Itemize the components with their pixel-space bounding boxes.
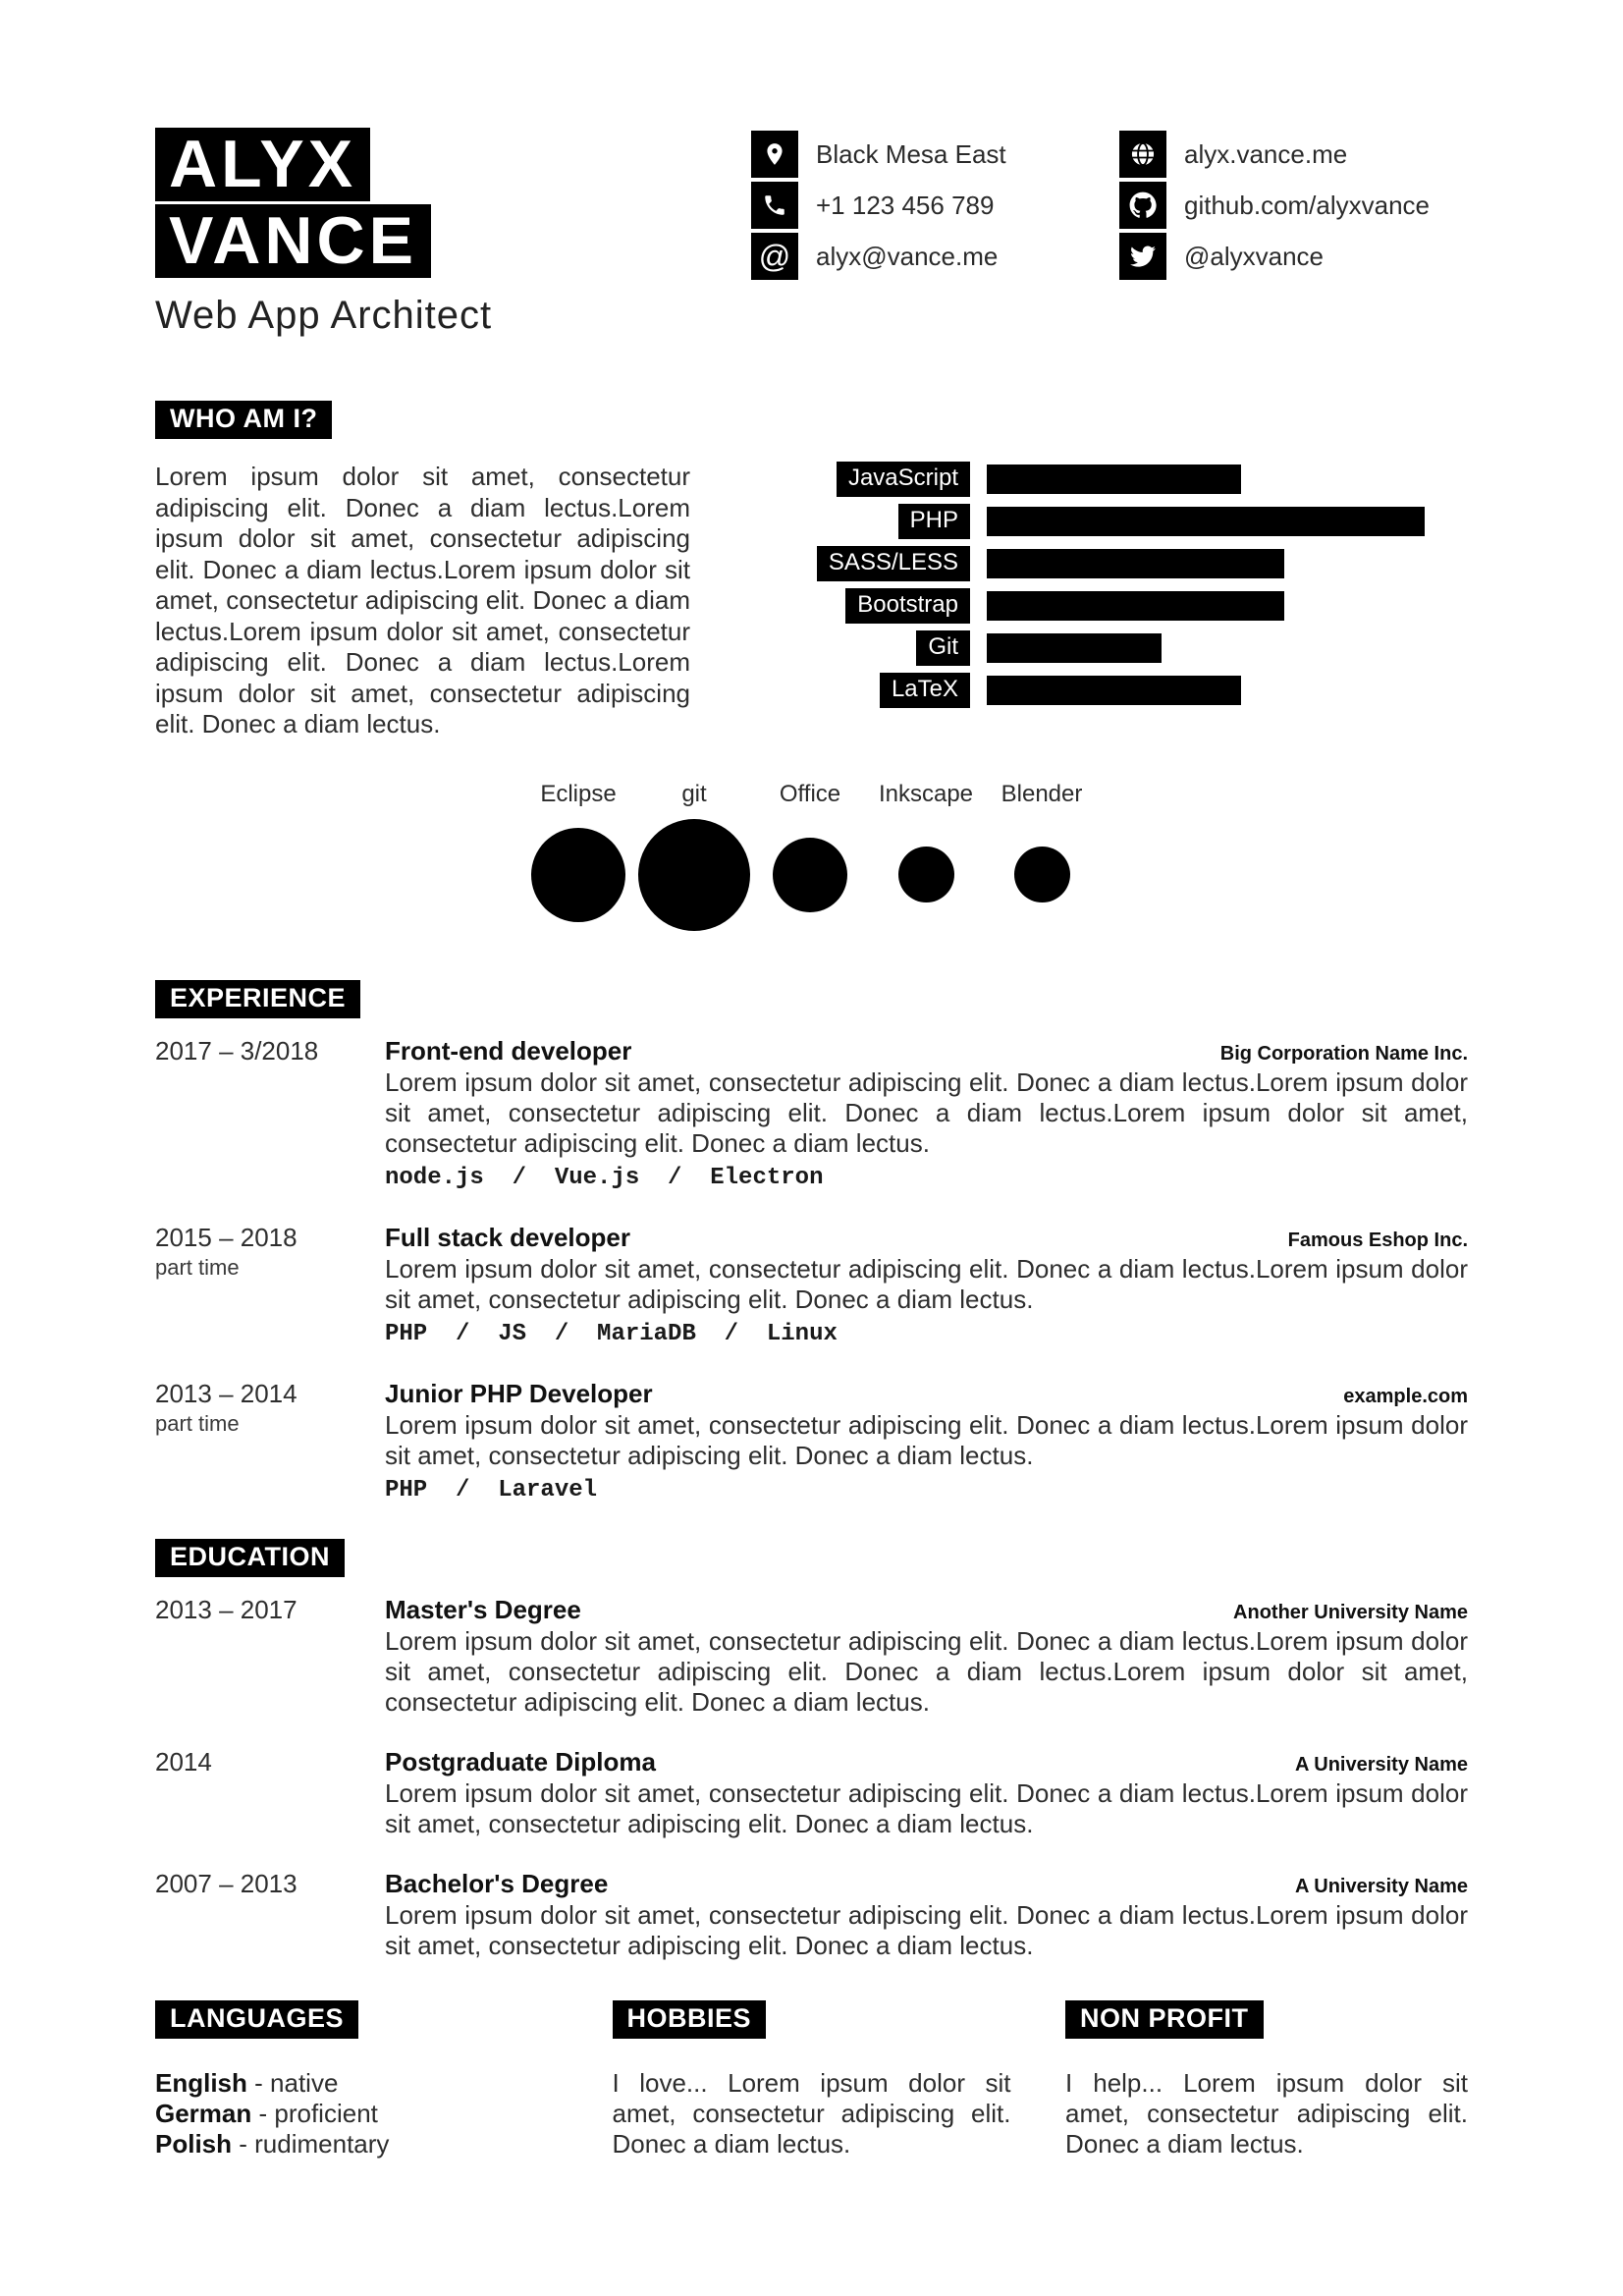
entry-body: Lorem ipsum dolor sit amet, consectetur adipiscing elit. Donec a diam lectus.Lorem ipsum dolor sit amet, consectetur adipiscing elit. Donec a diam lectus.Lorem ipsum dolor sit amet, consectetur adipiscing elit. Donec a diam lectus. — [385, 1066, 1468, 1158]
entry-company: Famous Eshop Inc. — [1287, 1229, 1468, 1251]
tool-bubble-label: git — [681, 780, 707, 807]
last-name-block: VANCE — [155, 204, 431, 278]
location-pin-icon — [751, 131, 798, 178]
contact-location: Black Mesa East — [816, 138, 1006, 169]
header — [155, 128, 1468, 338]
section-hobbies — [613, 2000, 1011, 2159]
experience-entry — [155, 1036, 1468, 1191]
first-name-block: ALYX — [155, 128, 370, 201]
tool-bubble-circle — [773, 838, 847, 912]
contact-row-twitter — [1119, 233, 1468, 280]
entry-body: Lorem ipsum dolor sit amet, consectetur adipiscing elit. Donec a diam lectus.Lorem ipsum dolor sit amet, consectetur adipiscing elit. Donec a diam lectus. — [385, 1899, 1468, 1960]
tool-bubble-label: Office — [779, 780, 841, 807]
experience-entries — [155, 1036, 1468, 1503]
who-am-i-content — [155, 462, 1468, 740]
entry-tech-stack: node.js / Vue.js / Electron — [385, 1164, 824, 1191]
language-item — [155, 2068, 558, 2099]
entry-tech-stack: PHP / JS / MariaDB / Linux — [385, 1320, 838, 1347]
contact-github[interactable]: github.com/alyxvance — [1184, 190, 1431, 220]
entry-title: Bachelor's Degree — [385, 1868, 609, 1898]
hobbies-label: HOBBIES — [613, 2000, 767, 2039]
skill-bar-track — [987, 507, 1425, 536]
language-name: Polish — [155, 2128, 233, 2159]
education-entry — [155, 1595, 1468, 1718]
experience-label: EXPERIENCE — [155, 980, 360, 1018]
tool-bubble-circle — [898, 847, 954, 902]
bottom-columns — [155, 2000, 1468, 2159]
education-entry — [155, 1869, 1468, 1961]
phone-icon — [751, 182, 798, 229]
entry-school: Another University Name — [1233, 1601, 1468, 1623]
globe-icon — [1119, 131, 1166, 178]
skill-label: Bootstrap — [845, 588, 970, 624]
contact-row-phone — [751, 182, 1119, 229]
skill-label: Git — [916, 630, 970, 666]
skill-bar-track — [987, 676, 1425, 705]
entry-note: part time — [155, 1254, 240, 1280]
contact-twitter[interactable]: @alyxvance — [1184, 241, 1325, 271]
skill-label: PHP — [898, 504, 970, 539]
languages-label: LANGUAGES — [155, 2000, 358, 2039]
skill-bar-fill — [987, 676, 1241, 705]
language-level: - native — [254, 2067, 339, 2098]
tool-bubble-circle — [1014, 847, 1070, 902]
entry-period: 2015 – 2018 — [155, 1222, 298, 1252]
skill-bar-fill — [987, 507, 1425, 536]
entry-tech-stack: PHP / Laravel — [385, 1476, 598, 1503]
at-icon: @ — [751, 233, 798, 280]
experience-entry — [155, 1379, 1468, 1503]
languages-list — [155, 2068, 558, 2159]
tool-bubble-label: Inkscape — [878, 780, 974, 807]
tool-bubble — [984, 780, 1100, 931]
contact-column-1 — [751, 131, 1119, 338]
entry-school: A University Name — [1295, 1753, 1468, 1776]
skill-bar-row — [690, 588, 1425, 624]
skill-bars — [690, 462, 1425, 740]
skill-bar-row — [690, 504, 1425, 539]
entry-title: Full stack developer — [385, 1222, 630, 1252]
tool-bubble — [520, 780, 636, 931]
entry-body: Lorem ipsum dolor sit amet, consectetur adipiscing elit. Donec a diam lectus.Lorem ipsum dolor sit amet, consectetur adipiscing elit. Donec a diam lectus. — [385, 1253, 1468, 1314]
skill-bar-row — [690, 462, 1425, 497]
name-logo — [155, 128, 751, 338]
skill-label: JavaScript — [837, 462, 970, 497]
entry-title: Postgraduate Diploma — [385, 1746, 656, 1777]
entry-school: A University Name — [1295, 1875, 1468, 1897]
entry-period: 2013 – 2014 — [155, 1378, 298, 1408]
skill-bar-track — [987, 549, 1425, 578]
language-item — [155, 2099, 558, 2129]
language-level: - proficient — [258, 2098, 378, 2128]
github-icon — [1119, 182, 1166, 229]
section-languages — [155, 2000, 558, 2159]
skill-bar-track — [987, 591, 1425, 621]
education-label: EDUCATION — [155, 1539, 345, 1577]
entry-period: 2014 — [155, 1746, 212, 1777]
entry-body: Lorem ipsum dolor sit amet, consectetur adipiscing elit. Donec a diam lectus.Lorem ipsum dolor sit amet, consectetur adipiscing elit. Donec a diam lectus. — [385, 1409, 1468, 1470]
skill-bar-fill — [987, 633, 1162, 663]
entry-period: 2017 – 3/2018 — [155, 1035, 319, 1066]
contact-row-location — [751, 131, 1119, 178]
twitter-icon — [1119, 233, 1166, 280]
entry-note: part time — [155, 1410, 240, 1436]
education-entries — [155, 1595, 1468, 1961]
contact-phone: +1 123 456 789 — [816, 190, 995, 220]
contact-column-2 — [1119, 131, 1468, 338]
section-non-profit — [1065, 2000, 1468, 2159]
role-title: Web App Architect — [155, 294, 493, 337]
entry-period: 2007 – 2013 — [155, 1868, 298, 1898]
skill-bar-track — [987, 465, 1425, 494]
non-profit-label: NON PROFIT — [1065, 2000, 1264, 2039]
skill-bar-track — [987, 633, 1425, 663]
contact-row-website — [1119, 131, 1468, 178]
contact-website[interactable]: alyx.vance.me — [1184, 138, 1348, 169]
skill-bar-row — [690, 673, 1425, 708]
tool-bubble-label: Eclipse — [540, 780, 617, 807]
about-paragraph: Lorem ipsum dolor sit amet, consectetur adipiscing elit. Donec a diam lectus.Lorem ipsum dolor sit amet, consectetur adipiscing elit. Donec a diam lectus.Lorem ipsum dolor sit amet, consectetur adipiscing elit. Donec a diam lectus.Lorem ipsum dolor sit amet, consectetur adipiscing elit. Donec a diam lectus.Lorem ipsum dolor sit amet, consectetur adipiscing elit. Donec a diam lectus. — [155, 462, 690, 738]
non-profit-paragraph: I help... Lorem ipsum dolor sit amet, consectetur adipiscing elit. Donec a diam lectus. — [1065, 2067, 1468, 2159]
language-item — [155, 2129, 558, 2159]
skill-label: SASS/LESS — [817, 546, 970, 581]
tool-bubble — [636, 780, 752, 931]
hobbies-paragraph: I love... Lorem ipsum dolor sit amet, consectetur adipiscing elit. Donec a diam lectus. — [612, 2067, 1011, 2159]
entry-body: Lorem ipsum dolor sit amet, consectetur adipiscing elit. Donec a diam lectus.Lorem ipsum dolor sit amet, consectetur adipiscing elit. Donec a diam lectus.Lorem ipsum dolor sit amet, consectetur adipiscing elit. Donec a diam lectus. — [385, 1625, 1468, 1717]
language-level: - rudimentary — [239, 2128, 390, 2159]
skill-bar-fill — [987, 591, 1284, 621]
tool-bubble-circle — [638, 819, 750, 931]
skill-label: LaTeX — [880, 673, 970, 708]
entry-title: Front-end developer — [385, 1035, 632, 1066]
contact-row-github — [1119, 182, 1468, 229]
language-name: German — [155, 2098, 252, 2128]
contact-block — [751, 128, 1468, 338]
tool-bubble-circle — [531, 828, 625, 922]
skill-bar-fill — [987, 549, 1284, 578]
tool-bubbles — [520, 780, 1468, 931]
contact-row-email — [751, 233, 1119, 280]
skill-bar-row — [690, 630, 1425, 666]
tool-bubble — [868, 780, 984, 931]
tool-bubble-label: Blender — [1001, 780, 1083, 807]
skill-bar-row — [690, 546, 1425, 581]
tool-bubble — [752, 780, 868, 931]
section-education — [155, 1539, 1468, 1961]
experience-entry — [155, 1223, 1468, 1347]
education-entry — [155, 1747, 1468, 1839]
language-name: English — [155, 2067, 247, 2098]
contact-email[interactable]: alyx@vance.me — [816, 241, 999, 271]
entry-company: example.com — [1343, 1385, 1468, 1407]
section-experience — [155, 980, 1468, 1503]
entry-period: 2013 – 2017 — [155, 1594, 298, 1624]
section-who-am-i — [155, 401, 1468, 931]
entry-title: Master's Degree — [385, 1594, 581, 1624]
entry-body: Lorem ipsum dolor sit amet, consectetur adipiscing elit. Donec a diam lectus.Lorem ipsum dolor sit amet, consectetur adipiscing elit. Donec a diam lectus. — [385, 1777, 1468, 1838]
entry-company: Big Corporation Name Inc. — [1219, 1042, 1468, 1065]
who-am-i-label: WHO AM I? — [155, 401, 332, 439]
skill-bar-fill — [987, 465, 1241, 494]
entry-title: Junior PHP Developer — [385, 1378, 653, 1408]
